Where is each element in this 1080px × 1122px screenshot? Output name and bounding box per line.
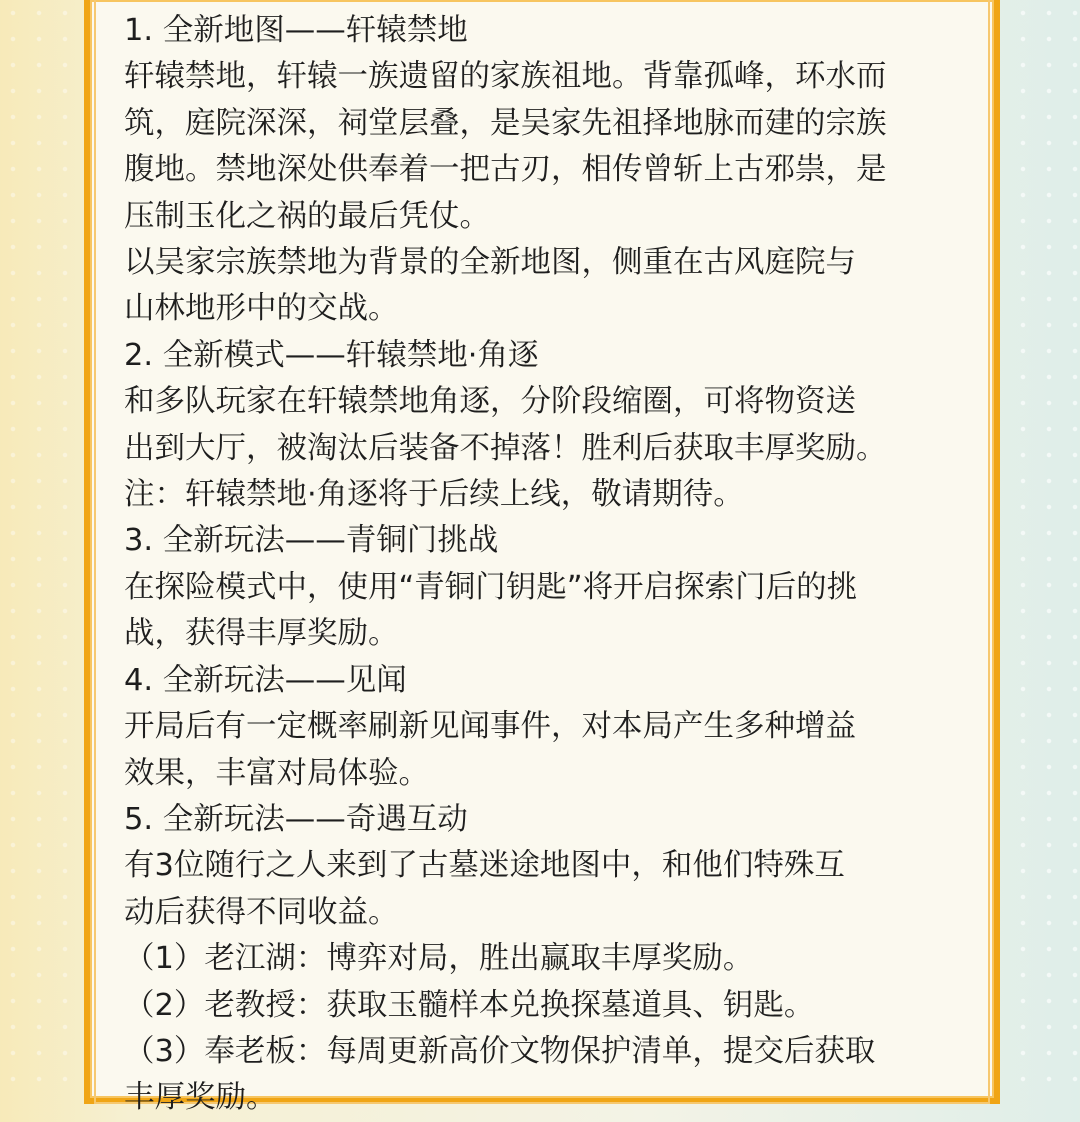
list-item: （3）奉老板：每周更新高价文物保护清单，提交后获取 [124, 1033, 876, 1069]
note-line: 注：轩辕禁地·角逐将于后续上线，敬请期待。 [124, 477, 744, 513]
paragraph-line: 腹地。禁地深处供奉着一把古刃，相传曾斩上古邪祟，是 [124, 152, 887, 188]
paragraph-line: 以吴家宗族禁地为背景的全新地图，侧重在古风庭院与 [124, 245, 856, 281]
heading-bronze-gate: 3. 全新玩法——青铜门挑战 [124, 523, 499, 559]
paragraph-line: 效果，丰富对局体验。 [124, 755, 429, 791]
background-dots-left [0, 0, 70, 1088]
paragraph-line: 丰厚奖励。 [124, 1080, 277, 1116]
announcement-text [124, 8, 974, 1122]
paragraph-line: 和多队玩家在轩辕禁地角逐，分阶段缩圈，可将物资送 [124, 384, 856, 420]
paragraph-line: 山林地形中的交战。 [124, 291, 399, 327]
paragraph-line: 轩辕禁地，轩辕一族遗留的家族祖地。背靠孤峰，环水而 [124, 59, 887, 95]
list-item: （2）老教授：获取玉髓样本兑换探墓道具、钥匙。 [124, 987, 815, 1023]
background-dots-right [1010, 0, 1080, 1088]
paragraph-line: 战，获得丰厚奖励。 [124, 616, 399, 652]
paragraph-line: 压制玉化之祸的最后凭仗。 [124, 198, 490, 234]
paragraph-line: 开局后有一定概率刷新见闻事件，对本局产生多种增益 [124, 709, 856, 745]
paragraph-line: 筑，庭院深深，祠堂层叠，是吴家先祖择地脉而建的宗族 [124, 105, 887, 141]
paragraph-line: 有3位随行之人来到了古墓迷途地图中，和他们特殊互 [124, 848, 845, 884]
heading-new-map: 1. 全新地图——轩辕禁地 [124, 13, 468, 48]
heading-encounters: 5. 全新玩法——奇遇互动 [124, 801, 468, 837]
list-item: （1）老江湖：博弈对局，胜出赢取丰厚奖励。 [124, 941, 754, 977]
paragraph-line: 动后获得不同收益。 [124, 894, 399, 930]
paragraph-line: 出到大厅，被淘汰后装备不掉落！胜利后获取丰厚奖励。 [124, 430, 887, 466]
paragraph-line: 在探险模式中，使用“青铜门钥匙”将开启探索门后的挑 [124, 569, 858, 605]
heading-new-mode: 2. 全新模式——轩辕禁地·角逐 [124, 337, 539, 373]
heading-events: 4. 全新玩法——见闻 [124, 662, 407, 698]
